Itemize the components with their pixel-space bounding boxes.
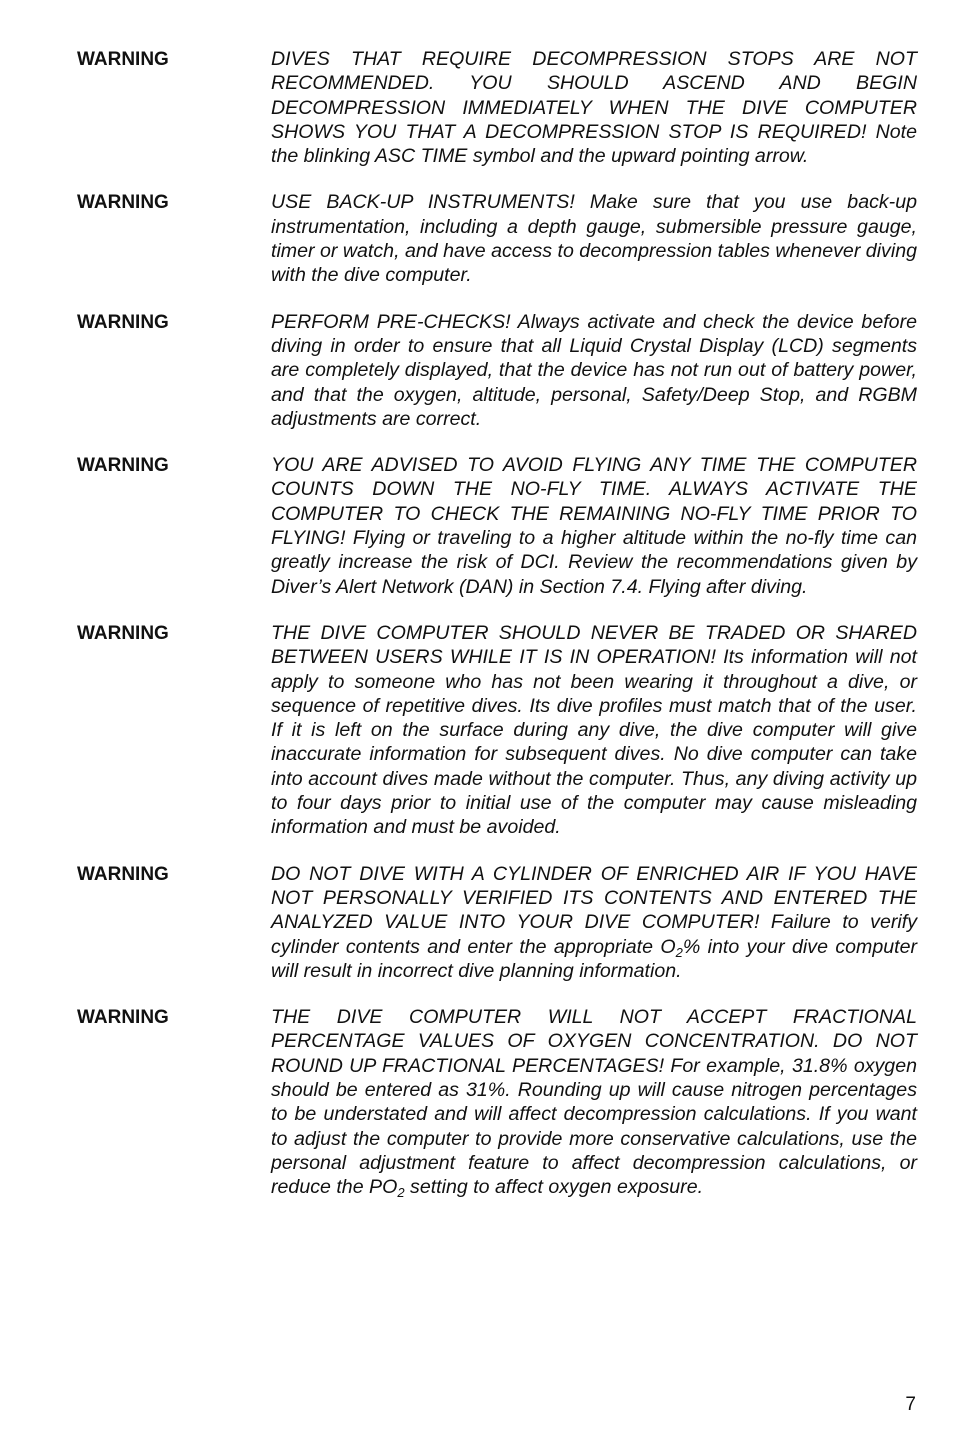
warning-block-pre-checks [77,310,917,431]
warning-label: WARNING [77,622,169,644]
warning-text: THE DIVE COMPUTER SHOULD NEVER BE TRADED OR SHARED BETWEEN USERS WHILE IT IS IN OPERATION! Its information will not apply to someone who has not been wearing it throughout a dive, or sequence of repetitive dives. Its dive profiles must match that of the user. If it is left on the surface during any dive, the dive computer will give inaccurate information for subsequent dives. No dive computer can take into account dives made without the computer. Thus, any diving activity up to four days prior to initial use of the computer may cause misleading information and must be avoided. [271,621,917,839]
warning-label: WARNING [77,1007,169,1029]
warning-text [271,1005,917,1199]
warning-text-part: THE DIVE COMPUTER WILL NOT ACCEPT FRACTIONAL PERCENTAGE VALUES OF OXYGEN CONCENTRATION. DO NOT ROUND UP FRACTIONAL PERCENTAGES! For example, 31.8% oxygen should be entered as 31%. Rounding up will cause nitrogen percentages to be understated and will affect decompression calculations. If you want to adjust the computer to provide more conservative calculations, use the personal adjustment feature to affect decompression calculations, or reduce the PO [271,1006,917,1199]
warning-text: USE BACK-UP INSTRUMENTS! Make sure that you use back-up instrumentation, including a depth gauge, submersible pressure gauge, timer or watch, and have access to decompression tables whenever diving with the dive computer. [271,191,917,287]
warning-block-fractional-oxygen [77,1005,917,1199]
warning-text: YOU ARE ADVISED TO AVOID FLYING ANY TIME THE COMPUTER COUNTS DOWN THE NO-FLY TIME. ALWAYS ACTIVATE THE COMPUTER TO CHECK THE REMAINING NO-FLY TIME PRIOR TO FLYING! Flying or traveling to a higher altitude within the no-fly time can greatly increase the risk of DCI. Review the recommendations given by Diver’s Alert Network (DAN) in Section 7.4. Flying after diving. [271,454,917,598]
warning-block-decompression [77,47,917,168]
warning-block-backup-instruments [77,190,917,287]
warning-label: WARNING [77,863,169,885]
page-number: 7 [905,1394,916,1415]
warning-label: WARNING [77,192,169,214]
warning-block-no-fly [77,453,917,599]
subscript: 2 [675,944,683,960]
warning-text-part: setting to affect oxygen exposure. [404,1176,704,1199]
warning-label: WARNING [77,311,169,333]
warning-text: PERFORM PRE-CHECKS! Always activate and check the device before diving in order to ensure that all Liquid Crystal Display (LCD) segments are completely displayed, that the device has not run out of battery power, and that the oxygen, altitude, personal, Safety/Deep Stop, and RGBM adjustments are correct. [271,310,917,430]
warning-label: WARNING [77,49,169,70]
warning-block-enriched-air [77,862,917,983]
subscript: 2 [397,1185,405,1201]
warning-block-sharing [77,621,917,840]
warning-text-part: % into your dive computer will result in incorrect dive planning information. [271,935,917,982]
warning-text-part: DO NOT DIVE WITH A CYLINDER OF ENRICHED AIR IF YOU HAVE NOT PERSONALLY VERIFIED ITS CONTENTS AND ENTERED THE ANALYZED VALUE INTO YOUR DIVE COMPUTER! Failure to verify cylinder contents and enter the appropriate O [271,862,917,958]
warning-text [271,862,917,983]
warning-label: WARNING [77,455,169,477]
warning-list [77,47,917,1221]
warning-text: DIVES THAT REQUIRE DECOMPRESSION STOPS ARE NOT RECOMMENDED. YOU SHOULD ASCEND AND BEGIN DECOMPRESSION IMMEDIATELY WHEN THE DIVE COMPUTER SHOWS YOU THAT A DECOMPRESSION STOP IS REQUIRED! Note the blinking ASC TIME symbol and the upward pointing arrow. [271,48,917,168]
